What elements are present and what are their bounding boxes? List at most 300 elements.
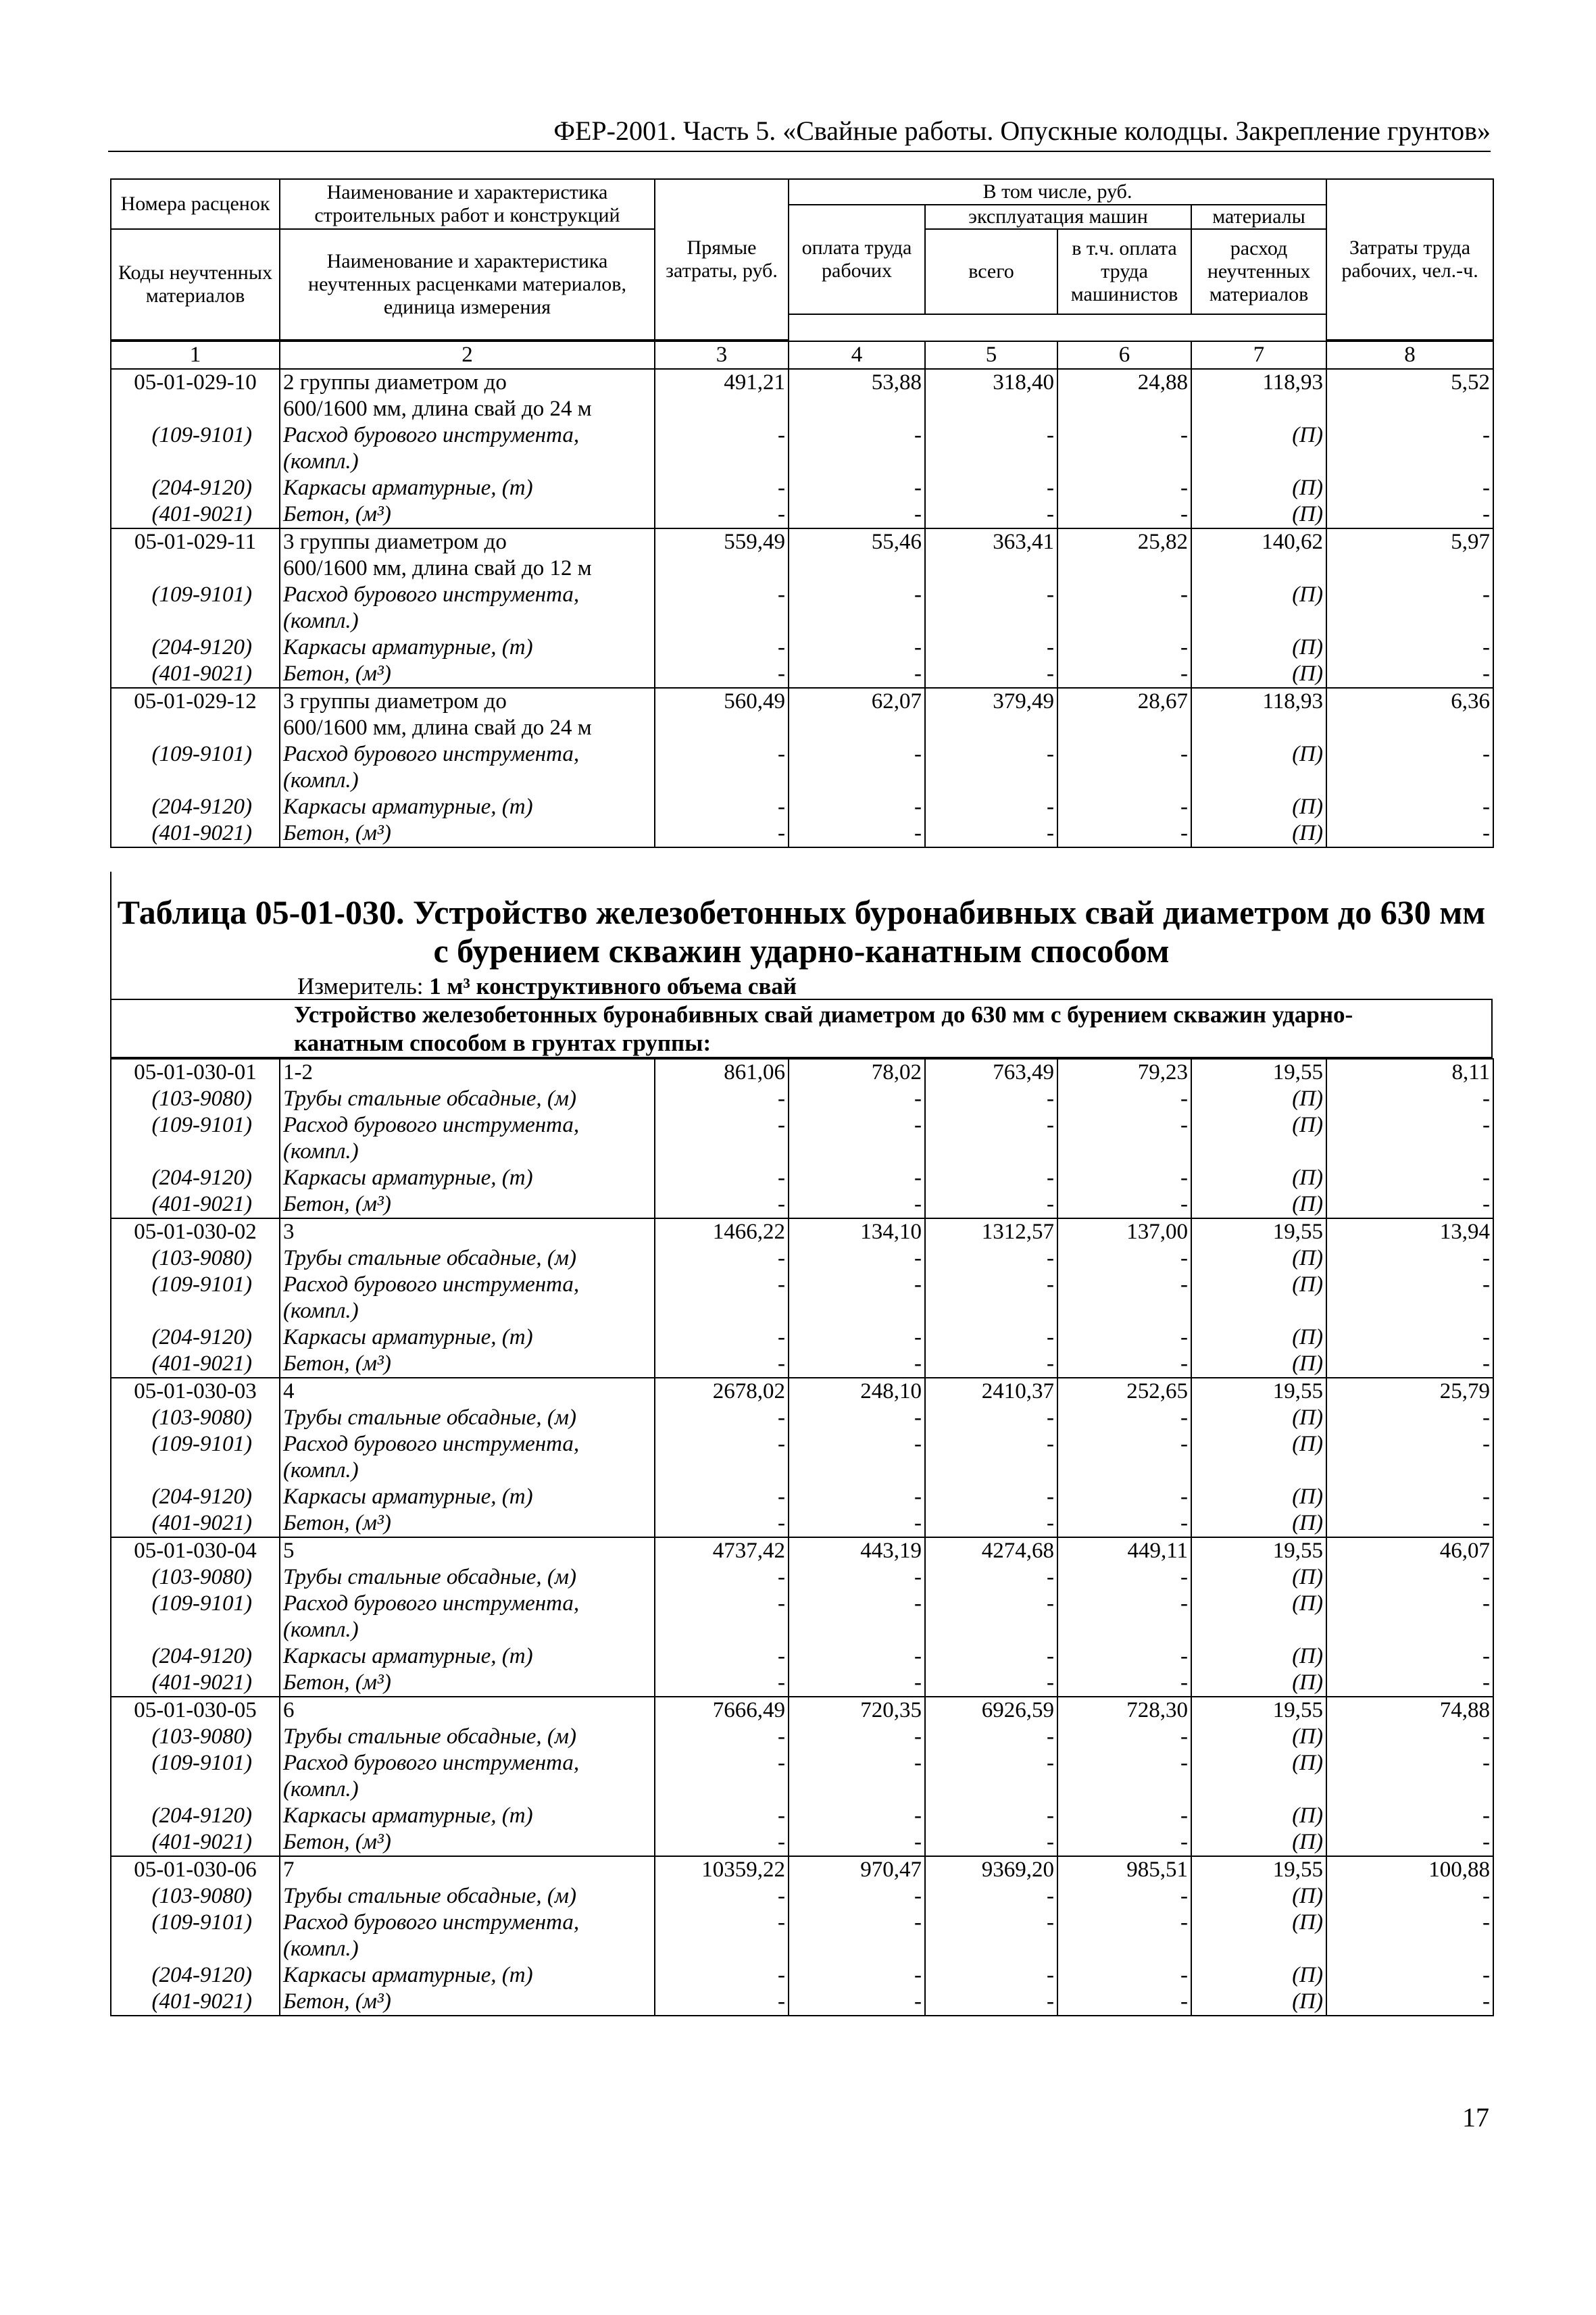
measure-unit xyxy=(297,973,797,1000)
dash-cell: - xyxy=(789,475,925,501)
dash-cell: - xyxy=(789,1750,925,1776)
empty-cell xyxy=(655,1617,789,1643)
material-row-cont xyxy=(111,449,1493,475)
unaccounted-material-mark: (П) xyxy=(1191,1405,1326,1431)
material-row-cont xyxy=(111,768,1493,794)
material-row-cont xyxy=(111,1139,1493,1165)
material-row xyxy=(111,1750,1493,1776)
empty-cell xyxy=(1191,1936,1326,1962)
dash-cell: - xyxy=(655,475,789,501)
dash-cell: - xyxy=(925,1191,1057,1218)
unaccounted-material-mark: (П) xyxy=(1191,1324,1326,1351)
empty-cell xyxy=(925,449,1057,475)
header-machine-operation: эксплуатация машин xyxy=(925,205,1191,229)
empty-cell xyxy=(1191,768,1326,794)
empty-cell xyxy=(789,1776,925,1803)
empty-cell xyxy=(1326,396,1493,422)
material-code: (204-9120) xyxy=(111,1643,280,1670)
machines-total: 4274,68 xyxy=(925,1537,1057,1564)
dash-cell: - xyxy=(1057,1962,1191,1989)
operator-pay: 25,82 xyxy=(1057,528,1191,555)
dash-cell: - xyxy=(925,475,1057,501)
material-row xyxy=(111,1829,1493,1856)
empty-cell xyxy=(789,1298,925,1324)
rate-name: 7 xyxy=(280,1856,655,1883)
dash-cell: - xyxy=(1057,1910,1191,1936)
material-code: (401-9021) xyxy=(111,820,280,847)
material-row xyxy=(111,582,1493,608)
direct-costs: 560,49 xyxy=(655,688,789,715)
dash-cell: - xyxy=(789,1962,925,1989)
rate-code-cont xyxy=(111,555,280,582)
dash-cell: - xyxy=(1057,1724,1191,1750)
material-code: (109-9101) xyxy=(111,1112,280,1139)
material-code: (401-9021) xyxy=(111,661,280,688)
dash-cell: - xyxy=(655,1591,789,1617)
column-number-7: 7 xyxy=(1191,341,1326,369)
material-name: Каркасы арматурные, (т) xyxy=(280,1962,655,1989)
rate-code-cont xyxy=(111,715,280,741)
running-header: ФЕР-2001. Часть 5. «Свайные работы. Опускные колодцы. Закрепление грунтов» xyxy=(108,115,1491,152)
dash-cell: - xyxy=(1057,582,1191,608)
material-code: (204-9120) xyxy=(111,794,280,820)
header-work-name: Наименование и характеристика строительных работ и конструкций xyxy=(280,179,655,229)
operator-pay: 252,65 xyxy=(1057,1378,1191,1405)
material-row-cont xyxy=(111,608,1493,634)
labor-hours: 8,11 xyxy=(1326,1059,1493,1086)
unaccounted-material-mark: (П) xyxy=(1191,1431,1326,1458)
labor-hours: 74,88 xyxy=(1326,1697,1493,1724)
worker-pay: 443,19 xyxy=(789,1537,925,1564)
dash-cell: - xyxy=(1057,1564,1191,1591)
direct-costs: 2678,02 xyxy=(655,1378,789,1405)
empty-cell xyxy=(1191,396,1326,422)
material-code-cont xyxy=(111,449,280,475)
dash-cell: - xyxy=(789,582,925,608)
unaccounted-material-mark: (П) xyxy=(1191,1086,1326,1112)
dash-cell: - xyxy=(1057,422,1191,449)
material-name: Расход бурового инструмента, xyxy=(280,1750,655,1776)
material-name: Трубы стальные обсадные, (м) xyxy=(280,1086,655,1112)
dash-cell: - xyxy=(1057,501,1191,528)
material-name: Каркасы арматурные, (т) xyxy=(280,475,655,501)
material-name: Каркасы арматурные, (т) xyxy=(280,794,655,820)
materials-cost: 19,55 xyxy=(1191,1059,1326,1086)
rate-name: 3 группы диаметром до xyxy=(280,688,655,715)
dash-cell: - xyxy=(655,1724,789,1750)
labor-hours: 25,79 xyxy=(1326,1378,1493,1405)
empty-cell xyxy=(1326,1936,1493,1962)
empty-cell xyxy=(789,608,925,634)
rate-row xyxy=(111,369,1493,396)
material-row xyxy=(111,794,1493,820)
dash-cell: - xyxy=(789,634,925,661)
rate-name: 6 xyxy=(280,1697,655,1724)
unaccounted-material-mark: (П) xyxy=(1191,1750,1326,1776)
dash-cell: - xyxy=(1057,1405,1191,1431)
unaccounted-material-mark: (П) xyxy=(1191,1643,1326,1670)
unaccounted-material-mark: (П) xyxy=(1191,1883,1326,1910)
rate-code: 05-01-030-02 xyxy=(111,1218,280,1245)
empty-cell xyxy=(925,1458,1057,1484)
material-code: (109-9101) xyxy=(111,1750,280,1776)
dash-cell: - xyxy=(789,1191,925,1218)
rate-name: 1-2 xyxy=(280,1059,655,1086)
unaccounted-material-mark: (П) xyxy=(1191,1484,1326,1510)
dash-cell: - xyxy=(925,1272,1057,1298)
rate-row xyxy=(111,528,1493,555)
empty-cell xyxy=(1191,608,1326,634)
dash-cell: - xyxy=(655,1643,789,1670)
page-number: 17 xyxy=(1462,2102,1489,2133)
machines-total: 2410,37 xyxy=(925,1378,1057,1405)
unaccounted-material-mark: (П) xyxy=(1191,1962,1326,1989)
dash-cell: - xyxy=(1057,661,1191,688)
empty-cell xyxy=(1191,1139,1326,1165)
material-code: (401-9021) xyxy=(111,1351,280,1378)
material-row xyxy=(111,1165,1493,1191)
material-name: Расход бурового инструмента, xyxy=(280,582,655,608)
empty-cell xyxy=(1057,608,1191,634)
dash-cell: - xyxy=(789,1431,925,1458)
dash-cell: - xyxy=(789,820,925,847)
material-code: (204-9120) xyxy=(111,1324,280,1351)
dash-cell: - xyxy=(1326,1112,1493,1139)
direct-costs: 559,49 xyxy=(655,528,789,555)
dash-cell: - xyxy=(1057,1086,1191,1112)
material-row xyxy=(111,1405,1493,1431)
dash-cell: - xyxy=(1326,1086,1493,1112)
material-code: (103-9080) xyxy=(111,1724,280,1750)
empty-cell xyxy=(925,1139,1057,1165)
rate-name: 3 группы диаметром до xyxy=(280,528,655,555)
empty-cell xyxy=(655,608,789,634)
material-code: (401-9021) xyxy=(111,501,280,528)
material-code: (204-9120) xyxy=(111,1962,280,1989)
dash-cell: - xyxy=(925,1962,1057,1989)
dash-cell: - xyxy=(1326,1962,1493,1989)
material-name: Бетон, (м³) xyxy=(280,1829,655,1856)
machines-total: 379,49 xyxy=(925,688,1057,715)
dash-cell: - xyxy=(1326,1191,1493,1218)
direct-costs: 10359,22 xyxy=(655,1856,789,1883)
empty-cell xyxy=(1057,1139,1191,1165)
rate-row xyxy=(111,1378,1493,1405)
worker-pay: 62,07 xyxy=(789,688,925,715)
column-number-8: 8 xyxy=(1326,341,1493,369)
rate-row xyxy=(111,1856,1493,1883)
dash-cell: - xyxy=(925,1591,1057,1617)
empty-cell xyxy=(655,1458,789,1484)
rate-code: 05-01-029-11 xyxy=(111,528,280,555)
dash-cell: - xyxy=(925,422,1057,449)
material-code-cont xyxy=(111,1298,280,1324)
dash-cell: - xyxy=(655,661,789,688)
material-code-cont xyxy=(111,1139,280,1165)
dash-cell: - xyxy=(655,1086,789,1112)
rate-name: 2 группы диаметром до xyxy=(280,369,655,396)
material-row xyxy=(111,741,1493,768)
material-name: Трубы стальные обсадные, (м) xyxy=(280,1245,655,1272)
material-row xyxy=(111,1962,1493,1989)
rate-row-cont xyxy=(111,396,1493,422)
unaccounted-material-mark: (П) xyxy=(1191,1272,1326,1298)
dash-cell: - xyxy=(789,1484,925,1510)
dash-cell: - xyxy=(1326,1324,1493,1351)
material-row xyxy=(111,1883,1493,1910)
materials-cost: 19,55 xyxy=(1191,1856,1326,1883)
labor-hours: 13,94 xyxy=(1326,1218,1493,1245)
material-code: (103-9080) xyxy=(111,1405,280,1431)
dash-cell: - xyxy=(925,1431,1057,1458)
operator-pay: 137,00 xyxy=(1057,1218,1191,1245)
unaccounted-material-mark: (П) xyxy=(1191,741,1326,768)
empty-cell xyxy=(1326,449,1493,475)
rate-name: 5 xyxy=(280,1537,655,1564)
header-operator-pay: в т.ч. оплата труда машинистов xyxy=(1057,229,1191,314)
labor-hours: 5,97 xyxy=(1326,528,1493,555)
empty-cell xyxy=(655,396,789,422)
material-code: (204-9120) xyxy=(111,634,280,661)
dash-cell: - xyxy=(1326,1591,1493,1617)
empty-cell xyxy=(1326,1776,1493,1803)
machines-total: 9369,20 xyxy=(925,1856,1057,1883)
material-code: (204-9120) xyxy=(111,1484,280,1510)
rate-row xyxy=(111,1218,1493,1245)
dash-cell: - xyxy=(789,1086,925,1112)
unaccounted-material-mark: (П) xyxy=(1191,1803,1326,1829)
material-row-cont xyxy=(111,1298,1493,1324)
header-including: В том числе, руб. xyxy=(789,179,1326,205)
dash-cell: - xyxy=(1326,794,1493,820)
empty-cell xyxy=(925,608,1057,634)
materials-cost: 19,55 xyxy=(1191,1218,1326,1245)
material-row xyxy=(111,1724,1493,1750)
unaccounted-material-mark: (П) xyxy=(1191,1910,1326,1936)
material-name: Расход бурового инструмента, xyxy=(280,1272,655,1298)
material-row xyxy=(111,634,1493,661)
material-code: (401-9021) xyxy=(111,1829,280,1856)
empty-cell xyxy=(655,1298,789,1324)
empty-cell xyxy=(655,449,789,475)
material-name: Каркасы арматурные, (т) xyxy=(280,1165,655,1191)
dash-cell: - xyxy=(925,1086,1057,1112)
empty-cell xyxy=(655,768,789,794)
unaccounted-material-mark: (П) xyxy=(1191,1670,1326,1697)
dash-cell: - xyxy=(789,422,925,449)
material-name-cont: (компл.) xyxy=(280,1776,655,1803)
dash-cell: - xyxy=(1057,794,1191,820)
material-code: (401-9021) xyxy=(111,1510,280,1537)
dash-cell: - xyxy=(789,1112,925,1139)
worker-pay: 720,35 xyxy=(789,1697,925,1724)
empty-cell xyxy=(925,1617,1057,1643)
direct-costs: 1466,22 xyxy=(655,1218,789,1245)
material-name-cont: (компл.) xyxy=(280,1139,655,1165)
dash-cell: - xyxy=(1326,1670,1493,1697)
empty-cell xyxy=(925,396,1057,422)
dash-cell: - xyxy=(1057,1643,1191,1670)
column-number-4: 4 xyxy=(789,341,925,369)
dash-cell: - xyxy=(1326,741,1493,768)
dash-cell: - xyxy=(925,1670,1057,1697)
dash-cell: - xyxy=(1057,1484,1191,1510)
empty-cell xyxy=(789,768,925,794)
empty-cell xyxy=(655,715,789,741)
material-code-cont xyxy=(111,768,280,794)
labor-hours: 5,52 xyxy=(1326,369,1493,396)
dash-cell: - xyxy=(1057,1670,1191,1697)
section-subheader xyxy=(110,999,1493,1058)
empty-cell xyxy=(1057,1936,1191,1962)
dash-cell: - xyxy=(789,1405,925,1431)
column-number-5: 5 xyxy=(925,341,1057,369)
material-code: (401-9021) xyxy=(111,1191,280,1218)
empty-cell xyxy=(789,449,925,475)
dash-cell: - xyxy=(655,820,789,847)
material-name: Каркасы арматурные, (т) xyxy=(280,1803,655,1829)
dash-cell: - xyxy=(655,1191,789,1218)
dash-cell: - xyxy=(1326,820,1493,847)
dash-cell: - xyxy=(925,741,1057,768)
dash-cell: - xyxy=(1057,1591,1191,1617)
material-name-cont: (компл.) xyxy=(280,1936,655,1962)
dash-cell: - xyxy=(925,501,1057,528)
operator-pay: 24,88 xyxy=(1057,369,1191,396)
dash-cell: - xyxy=(1326,1245,1493,1272)
dash-cell: - xyxy=(1057,1165,1191,1191)
material-name: Расход бурового инструмента, xyxy=(280,1112,655,1139)
table-title-line-1: Таблица 05-01-030. Устройство железобетонных буронабивных свай диаметром до 630 мм xyxy=(117,893,1486,931)
dash-cell: - xyxy=(655,741,789,768)
labor-hours: 100,88 xyxy=(1326,1856,1493,1883)
material-row xyxy=(111,1591,1493,1617)
subheader-line-2: канатным способом в грунтах группы: xyxy=(294,1030,712,1056)
dash-cell: - xyxy=(1057,1989,1191,2016)
material-row xyxy=(111,1245,1493,1272)
dash-cell: - xyxy=(1326,1803,1493,1829)
dash-cell: - xyxy=(789,661,925,688)
empty-cell xyxy=(1326,555,1493,582)
dash-cell: - xyxy=(1326,1405,1493,1431)
dash-cell: - xyxy=(1326,1643,1493,1670)
dash-cell: - xyxy=(1326,1883,1493,1910)
unaccounted-material-mark: (П) xyxy=(1191,501,1326,528)
rate-name: 4 xyxy=(280,1378,655,1405)
material-name: Бетон, (м³) xyxy=(280,1510,655,1537)
dash-cell: - xyxy=(925,1883,1057,1910)
direct-costs: 861,06 xyxy=(655,1059,789,1086)
rate-row-cont xyxy=(111,715,1493,741)
unaccounted-material-mark: (П) xyxy=(1191,582,1326,608)
machines-total: 363,41 xyxy=(925,528,1057,555)
empty-cell xyxy=(789,1458,925,1484)
dash-cell: - xyxy=(655,1272,789,1298)
rate-row xyxy=(111,688,1493,715)
material-code: (401-9021) xyxy=(111,1989,280,2016)
rate-row xyxy=(111,1537,1493,1564)
material-row-cont xyxy=(111,1617,1493,1643)
empty-cell xyxy=(1057,1617,1191,1643)
unaccounted-material-mark: (П) xyxy=(1191,1724,1326,1750)
rate-code: 05-01-029-10 xyxy=(111,369,280,396)
dash-cell: - xyxy=(1057,1272,1191,1298)
dash-cell: - xyxy=(789,1510,925,1537)
material-code: (103-9080) xyxy=(111,1245,280,1272)
material-row xyxy=(111,661,1493,688)
unaccounted-material-mark: (П) xyxy=(1191,820,1326,847)
dash-cell: - xyxy=(789,1643,925,1670)
empty-cell xyxy=(1057,449,1191,475)
labor-hours: 46,07 xyxy=(1326,1537,1493,1564)
dash-cell: - xyxy=(655,501,789,528)
empty-cell xyxy=(1326,768,1493,794)
empty-cell xyxy=(1191,1298,1326,1324)
empty-cell xyxy=(1191,1617,1326,1643)
dash-cell: - xyxy=(655,1803,789,1829)
dash-cell: - xyxy=(925,1989,1057,2016)
unaccounted-material-mark: (П) xyxy=(1191,661,1326,688)
dash-cell: - xyxy=(655,1112,789,1139)
machines-total: 763,49 xyxy=(925,1059,1057,1086)
table-column-header xyxy=(110,178,1493,341)
dash-cell: - xyxy=(655,582,789,608)
unaccounted-material-mark: (П) xyxy=(1191,475,1326,501)
dash-cell: - xyxy=(925,634,1057,661)
dash-cell: - xyxy=(1057,475,1191,501)
dash-cell: - xyxy=(1057,1883,1191,1910)
empty-cell xyxy=(925,715,1057,741)
dash-cell: - xyxy=(925,1112,1057,1139)
empty-cell xyxy=(925,1936,1057,1962)
dash-cell: - xyxy=(655,1750,789,1776)
dash-cell: - xyxy=(925,1724,1057,1750)
header-material-consumption: расход неучтенных материалов xyxy=(1191,229,1326,314)
material-code: (401-9021) xyxy=(111,1670,280,1697)
header-labor-hours: Затраты труда рабочих, чел.-ч. xyxy=(1326,179,1493,340)
dash-cell: - xyxy=(925,1165,1057,1191)
dash-cell: - xyxy=(925,1245,1057,1272)
material-name: Бетон, (м³) xyxy=(280,1670,655,1697)
material-row xyxy=(111,1086,1493,1112)
operator-pay: 79,23 xyxy=(1057,1059,1191,1086)
material-name-cont: (компл.) xyxy=(280,608,655,634)
dash-cell: - xyxy=(789,741,925,768)
empty-cell xyxy=(925,1298,1057,1324)
column-number-1: 1 xyxy=(111,341,280,369)
unaccounted-material-mark: (П) xyxy=(1191,422,1326,449)
material-row xyxy=(111,1191,1493,1218)
material-code: (109-9101) xyxy=(111,741,280,768)
dash-cell: - xyxy=(1326,582,1493,608)
material-row xyxy=(111,1510,1493,1537)
measure-value: 1 м³ конструктивного объема свай xyxy=(429,973,797,999)
header-material-codes: Коды неучтенных материалов xyxy=(111,229,280,340)
dash-cell: - xyxy=(925,582,1057,608)
dash-cell: - xyxy=(789,1829,925,1856)
empty-cell xyxy=(1326,1139,1493,1165)
dash-cell: - xyxy=(655,1351,789,1378)
dash-cell: - xyxy=(1326,1724,1493,1750)
dash-cell: - xyxy=(655,1405,789,1431)
material-name-cont: (компл.) xyxy=(280,449,655,475)
dash-cell: - xyxy=(1057,1191,1191,1218)
material-name: Каркасы арматурные, (т) xyxy=(280,634,655,661)
dash-cell: - xyxy=(655,1324,789,1351)
dash-cell: - xyxy=(655,1910,789,1936)
material-name: Каркасы арматурные, (т) xyxy=(280,1324,655,1351)
empty-cell xyxy=(789,1617,925,1643)
